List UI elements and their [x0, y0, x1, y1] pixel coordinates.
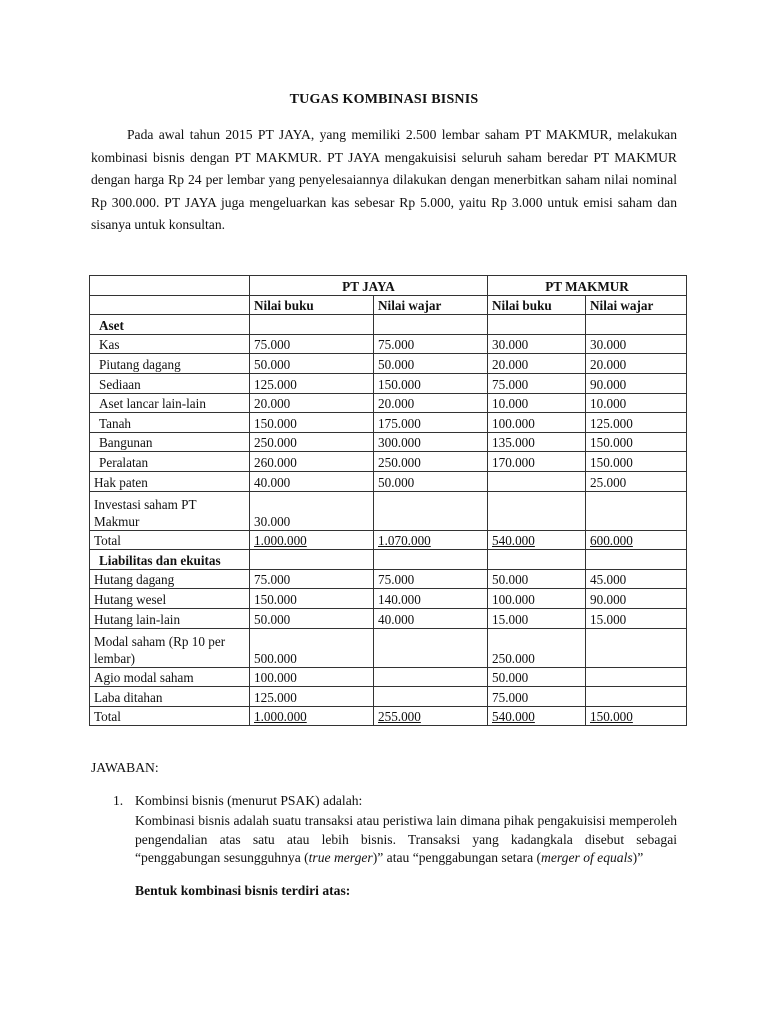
- intro-paragraph: Pada awal tahun 2015 PT JAYA, yang memiliki 2.500 lembar saham PT MAKMUR, melakukan kombinasi bisnis dengan PT MAKMUR. PT JAYA mengakuisisi seluruh saham beredar PT MAKMUR dengan harga Rp 24 per lembar yang penyelesaiannya dilakukan dengan menerbitkan saham nilai nominal Rp 300.000. PT JAYA juga mengeluarkan kas sebesar Rp 5.000, yaitu Rp 3.000 untuk emisi saham dan sisanya untuk konsultan.: [91, 127, 677, 232]
- value-cell: 30.000: [586, 334, 687, 354]
- table-row: [90, 628, 687, 667]
- value-cell: 100.000: [250, 667, 374, 687]
- answer-body-text: )” atau “penggabungan setara (: [372, 850, 542, 865]
- value-cell: 250.000: [488, 628, 586, 667]
- value-cell: 25.000: [586, 471, 687, 491]
- value-cell: 50.000: [374, 471, 488, 491]
- row-label: Modal saham (Rp 10 per lembar): [90, 628, 250, 667]
- answer-item-question: Kombinsi bisnis (menurut PSAK) adalah:: [135, 793, 363, 808]
- table-row: [90, 452, 687, 472]
- total-value: 150.000: [590, 709, 633, 725]
- value-cell: [488, 491, 586, 530]
- answer-body-italic: merger of equals: [541, 850, 633, 865]
- value-cell: 50.000: [374, 354, 488, 374]
- table-group-header-row: [90, 276, 687, 296]
- value-cell: 75.000: [374, 569, 488, 589]
- value-cell: [586, 667, 687, 687]
- value-cell: 15.000: [586, 608, 687, 628]
- table-row: [90, 432, 687, 452]
- value-cell: [488, 315, 586, 335]
- table-corner-cell: [90, 276, 250, 296]
- answer-body-italic: true merger: [308, 850, 373, 865]
- value-cell: [586, 706, 687, 726]
- value-cell: 15.000: [488, 608, 586, 628]
- value-cell: [586, 687, 687, 707]
- table-row: [90, 334, 687, 354]
- table-corner-cell: [90, 295, 250, 315]
- value-cell: 75.000: [250, 569, 374, 589]
- answer-heading: JAWABAN:: [91, 760, 159, 775]
- value-cell: [374, 687, 488, 707]
- table-row: [90, 706, 687, 726]
- answer-body-text: )”: [632, 850, 644, 865]
- value-cell: 75.000: [488, 687, 586, 707]
- group-header-pt-makmur: PT MAKMUR: [488, 276, 687, 296]
- total-value: 1.070.000: [378, 533, 431, 549]
- table-row: [90, 530, 687, 550]
- value-cell: 90.000: [586, 589, 687, 609]
- row-label: Aset: [90, 315, 250, 335]
- row-label: Kas: [90, 334, 250, 354]
- value-cell: 30.000: [488, 334, 586, 354]
- subheader-makmur-nilai-buku: Nilai buku: [488, 295, 586, 315]
- value-cell: 45.000: [586, 569, 687, 589]
- table-row: [90, 393, 687, 413]
- value-cell: [374, 706, 488, 726]
- value-cell: 10.000: [586, 393, 687, 413]
- table-row: [90, 687, 687, 707]
- subheader-jaya-nilai-wajar: Nilai wajar: [374, 295, 488, 315]
- answer-subheading: Bentuk kombinasi bisnis terdiri atas:: [135, 883, 351, 898]
- value-cell: 150.000: [374, 373, 488, 393]
- row-label: Aset lancar lain-lain: [90, 393, 250, 413]
- value-cell: 20.000: [250, 393, 374, 413]
- value-cell: [586, 491, 687, 530]
- total-value: 255.000: [378, 709, 421, 725]
- value-cell: 250.000: [374, 452, 488, 472]
- value-cell: [488, 550, 586, 570]
- value-cell: 300.000: [374, 432, 488, 452]
- value-cell: [374, 628, 488, 667]
- value-cell: [586, 550, 687, 570]
- value-cell: 175.000: [374, 413, 488, 433]
- value-cell: [374, 530, 488, 550]
- answer-item-number: 1.: [113, 793, 124, 808]
- value-cell: [488, 471, 586, 491]
- value-cell: 140.000: [374, 589, 488, 609]
- value-cell: [488, 706, 586, 726]
- value-cell: [586, 530, 687, 550]
- value-cell: 250.000: [250, 432, 374, 452]
- table-row: [90, 550, 687, 570]
- table-row: [90, 373, 687, 393]
- value-cell: 20.000: [586, 354, 687, 374]
- value-cell: 50.000: [488, 569, 586, 589]
- table-row: [90, 667, 687, 687]
- value-cell: [374, 491, 488, 530]
- table-row: [90, 569, 687, 589]
- value-cell: 10.000: [488, 393, 586, 413]
- table-row: [90, 491, 687, 530]
- value-cell: [250, 550, 374, 570]
- value-cell: 90.000: [586, 373, 687, 393]
- value-cell: 40.000: [250, 471, 374, 491]
- value-cell: [250, 706, 374, 726]
- row-label: Agio modal saham: [90, 667, 250, 687]
- value-cell: [586, 315, 687, 335]
- value-cell: 150.000: [586, 452, 687, 472]
- group-header-pt-jaya: PT JAYA: [250, 276, 488, 296]
- total-value: 1.000.000: [254, 709, 307, 725]
- document-title: TUGAS KOMBINASI BISNIS: [289, 92, 479, 107]
- table-row: [90, 608, 687, 628]
- value-cell: [488, 530, 586, 550]
- value-cell: 40.000: [374, 608, 488, 628]
- table-row: [90, 354, 687, 374]
- financial-table: [89, 275, 687, 726]
- table-row: [90, 589, 687, 609]
- row-label: Liabilitas dan ekuitas: [90, 550, 250, 570]
- value-cell: 125.000: [250, 373, 374, 393]
- value-cell: 75.000: [374, 334, 488, 354]
- value-cell: 20.000: [374, 393, 488, 413]
- value-cell: 30.000: [250, 491, 374, 530]
- total-value: 540.000: [492, 709, 535, 725]
- value-cell: 260.000: [250, 452, 374, 472]
- value-cell: [374, 667, 488, 687]
- value-cell: [374, 315, 488, 335]
- row-label: Tanah: [90, 413, 250, 433]
- value-cell: 125.000: [250, 687, 374, 707]
- value-cell: 500.000: [250, 628, 374, 667]
- table-body: [90, 315, 687, 726]
- table-subheader-row: [90, 295, 687, 315]
- value-cell: 150.000: [586, 432, 687, 452]
- row-label: Bangunan: [90, 432, 250, 452]
- table-row: [90, 413, 687, 433]
- value-cell: 135.000: [488, 432, 586, 452]
- value-cell: 125.000: [586, 413, 687, 433]
- total-value: 600.000: [590, 533, 633, 549]
- value-cell: [374, 550, 488, 570]
- subheader-jaya-nilai-buku: Nilai buku: [250, 295, 374, 315]
- table-row: [90, 471, 687, 491]
- value-cell: 170.000: [488, 452, 586, 472]
- row-label: Peralatan: [90, 452, 250, 472]
- answer-body-text: Kombinasi bisnis adalah suatu transaksi atau peristiwa lain dimana pihak pengakuisisi memperoleh pengendalian atas satu atau lebih bisnis. Transaksi yang kadangkala disebut sebagai “penggabungan sesungguhnya (: [135, 813, 677, 865]
- value-cell: 20.000: [488, 354, 586, 374]
- value-cell: 75.000: [250, 334, 374, 354]
- value-cell: [250, 315, 374, 335]
- total-value: 540.000: [492, 533, 535, 549]
- value-cell: 75.000: [488, 373, 586, 393]
- row-label: Hutang lain-lain: [90, 608, 250, 628]
- value-cell: 50.000: [250, 608, 374, 628]
- value-cell: 150.000: [250, 413, 374, 433]
- value-cell: 50.000: [488, 667, 586, 687]
- answer-body: [135, 812, 677, 868]
- row-label: Laba ditahan: [90, 687, 250, 707]
- value-cell: 100.000: [488, 413, 586, 433]
- total-value: 1.000.000: [254, 533, 307, 549]
- row-label: Investasi saham PT Makmur: [90, 491, 250, 530]
- row-label: Total: [90, 706, 250, 726]
- subheader-makmur-nilai-wajar: Nilai wajar: [586, 295, 687, 315]
- row-label: Hutang dagang: [90, 569, 250, 589]
- value-cell: [586, 628, 687, 667]
- row-label: Sediaan: [90, 373, 250, 393]
- value-cell: 50.000: [250, 354, 374, 374]
- value-cell: 100.000: [488, 589, 586, 609]
- row-label: Total: [90, 530, 250, 550]
- row-label: Hutang wesel: [90, 589, 250, 609]
- value-cell: 150.000: [250, 589, 374, 609]
- table-row: [90, 315, 687, 335]
- value-cell: [250, 530, 374, 550]
- row-label: Hak paten: [90, 471, 250, 491]
- row-label: Piutang dagang: [90, 354, 250, 374]
